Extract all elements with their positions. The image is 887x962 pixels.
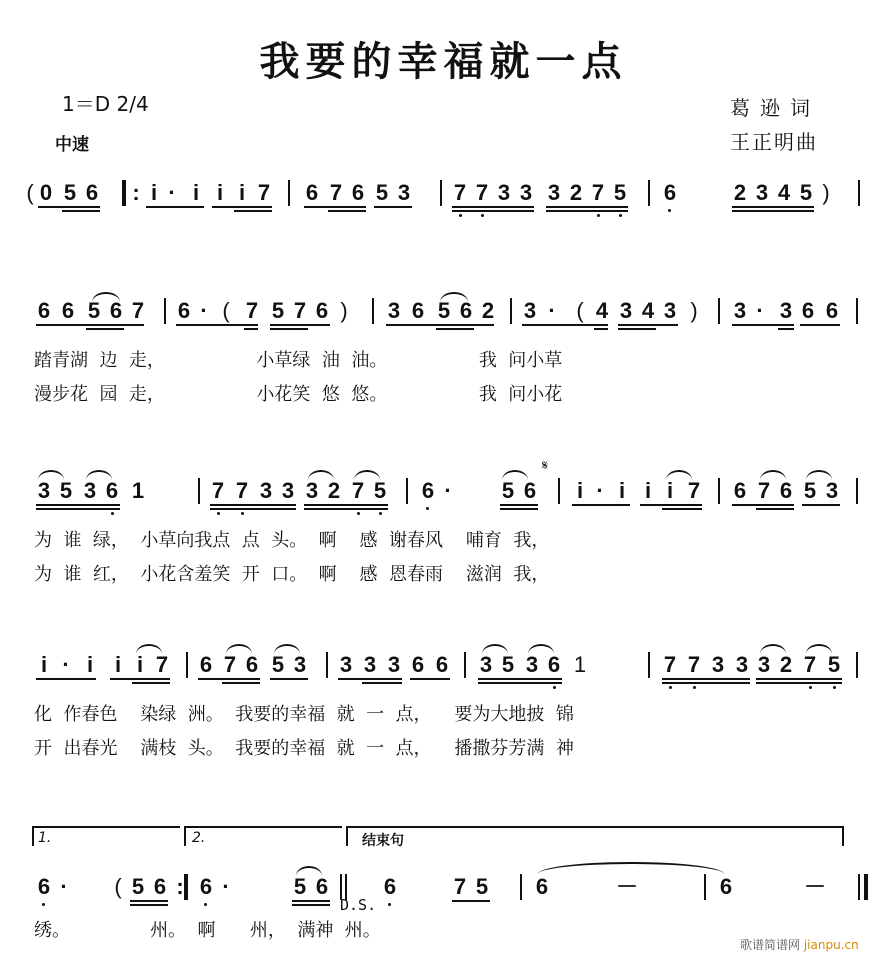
score-row-5: 6 · ( 5 6 : 6 · 5 6 D.S. 6 7 5 6 － 6 － (0, 874, 887, 914)
coda-bracket (346, 826, 844, 846)
watermark-site: jianpu.cn (803, 938, 859, 952)
song-title: 我要的幸福就一点 (259, 38, 628, 85)
coda-label: 结束句 (362, 833, 404, 849)
score-row-1: ( 0 5 6 : i · i i i 7 6 7 6 5 3 7 7 3 3 3 2 7 5 6 2 3 4 5 ) (0, 180, 887, 220)
lyric-row-2-verse-1: 踏青湖 边 走， 小草绿 油 油。 我 问小草 (34, 350, 563, 371)
lyric-row-3-verse-2: 为 谁 红， 小花含羞笑 开 口。 啊 感 恩春雨 滋润 我， (34, 564, 550, 585)
tempo-marking: 中速 (55, 135, 89, 155)
volta-1 (32, 826, 180, 846)
lyric-row-3-verse-1: 为 谁 绿， 小草向我点 点 头。 啊 感 谢春风 哺育 我， (34, 530, 550, 551)
lyric-row-4-verse-1: 化 作春色 染绿 洲。 我要的幸福 就 一 点， 要为大地披 锦 (34, 704, 574, 725)
score-row-4: i · i i i 7 6 7 6 5 3 3 3 3 6 6 3 5 3 6 1 7 7 3 3 3 2 7 5 (0, 652, 887, 692)
volta-2-label: 2. (192, 830, 206, 846)
key-signature: 1＝D 2/4 (62, 92, 149, 116)
ds-marking: D.S. (340, 896, 377, 914)
composer-credit: 王正明曲 (730, 130, 818, 154)
volta-1-label: 1. (38, 830, 52, 846)
watermark-text: 歌谱简谱网 (740, 938, 801, 952)
lyric-row-5: 绣。 州。 啊 州， 满神 州。 (34, 920, 381, 941)
score-row-2: 6 6 5 6 7 6 · ( 7 5 7 6 ) 3 6 5 6 2 3 · ( 4 3 4 3 ) 3 · 3 6 6 (0, 298, 887, 338)
lyric-row-2-verse-2: 漫步花 园 走， 小花笑 悠 悠。 我 问小花 (34, 384, 563, 405)
score-row-3: 3 5 3 6 1 7 7 3 3 3 2 7 5 6 · 5 6 𝄋 i · i i i 7 6 7 6 5 3 (0, 478, 887, 518)
volta-2 (184, 826, 342, 846)
watermark (740, 936, 859, 953)
lyricist-credit: 葛逊词 (730, 96, 820, 120)
segno-sign: 𝄋 (542, 458, 549, 474)
lyric-row-4-verse-2: 开 出春光 满枝 头。 我要的幸福 就 一 点， 播撒芬芳满 神 (34, 738, 574, 759)
